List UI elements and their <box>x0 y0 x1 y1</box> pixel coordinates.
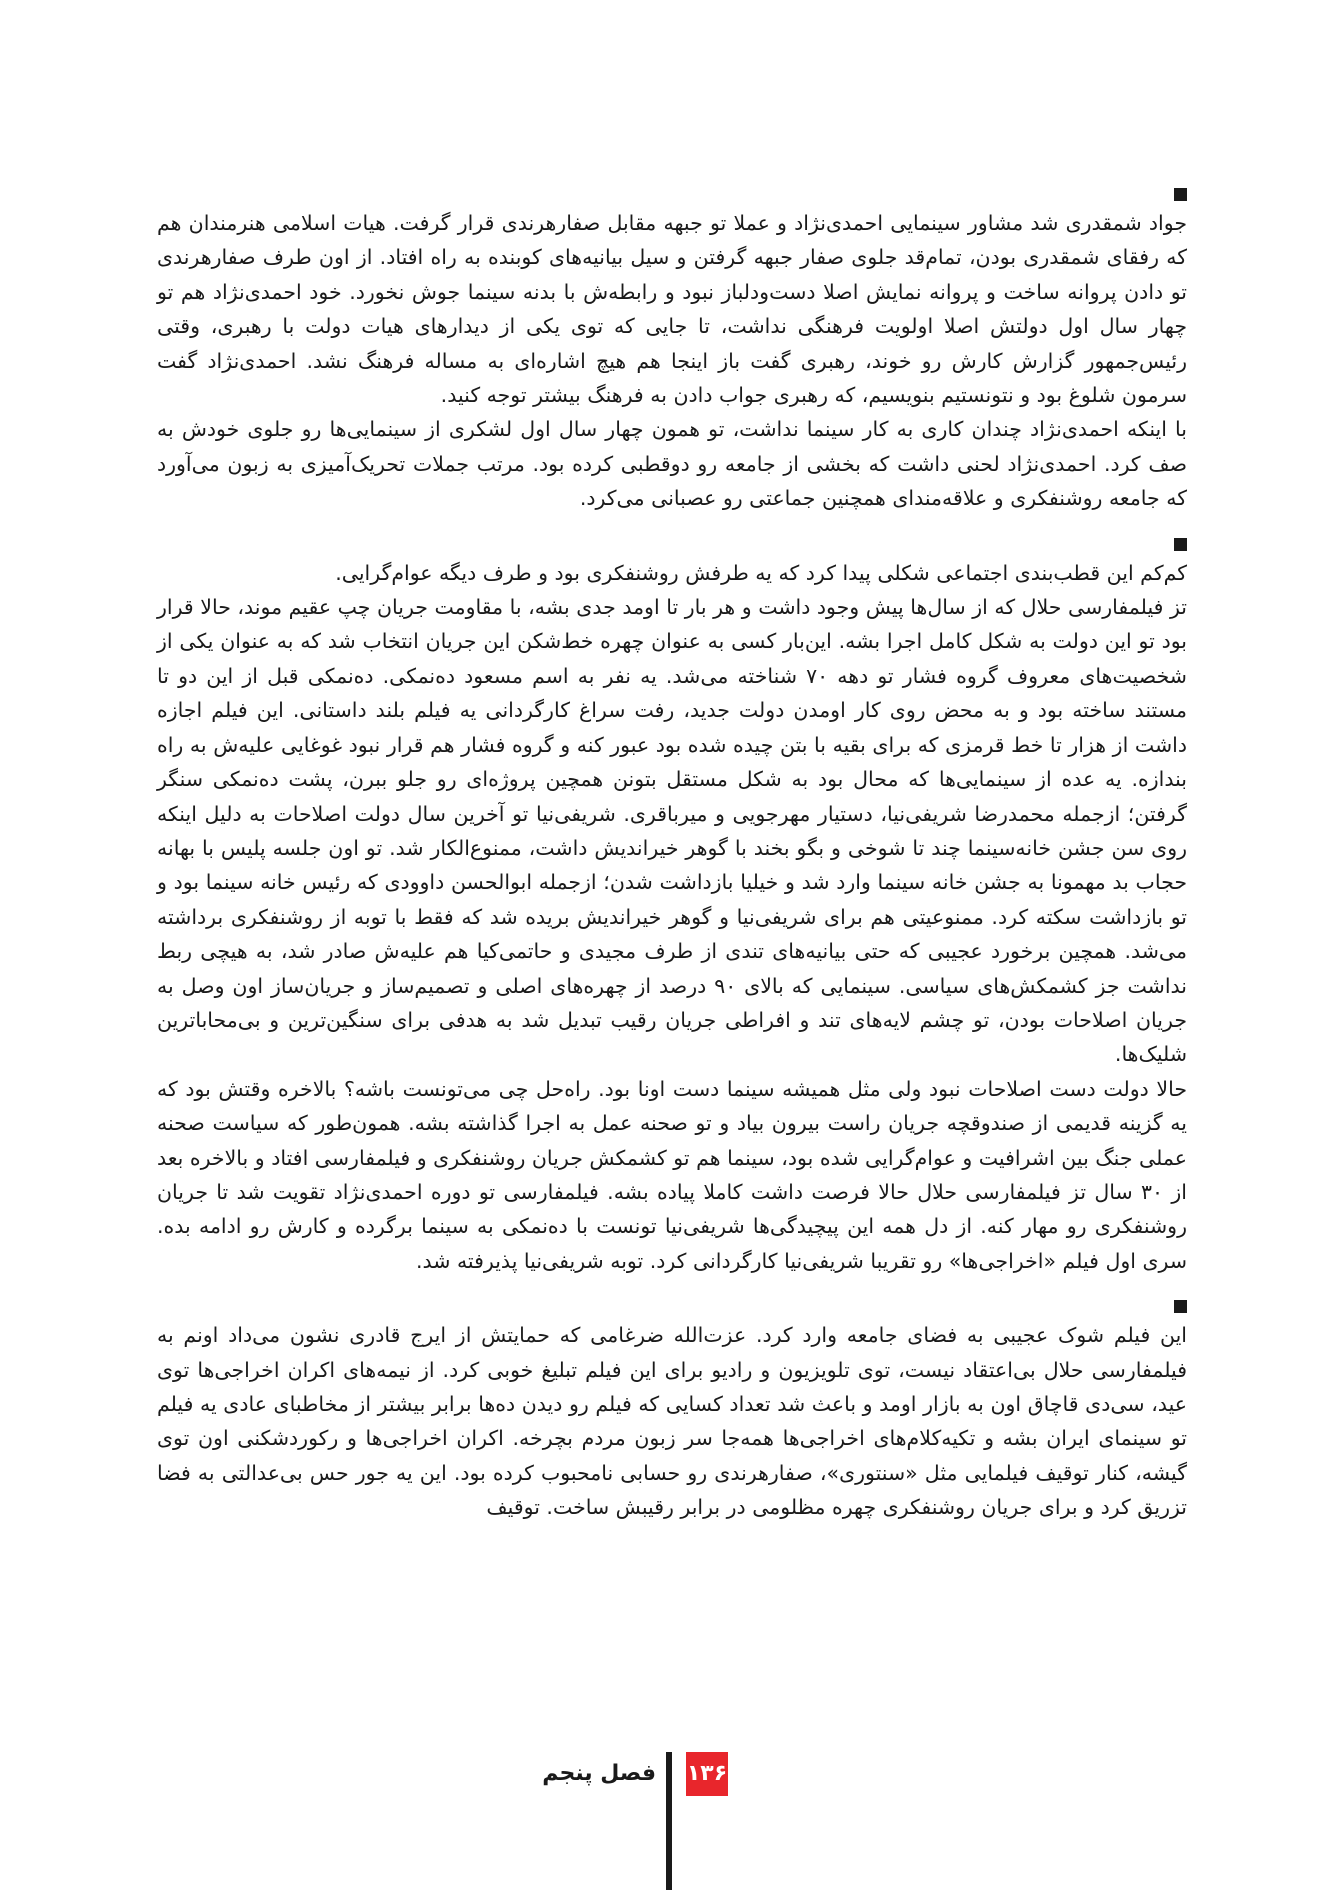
paragraph: حالا دولت دست اصلاحات نبود ولی مثل همیشه سینما دست اونا بود. راه‌حل چی می‌تونست باشه؟ بالاخره وقتش بود که یه گزینه قدیمی از صندوقچه جریان راست بیرون بیاد و تو صحنه عمل به اجرا گذاشته بشه. همون‌طور که سیاست صحنه عملی جنگ بین اشرافیت و عوام‌گرایی شده بود، سینما هم تو کشمکش جریان روشنفکری و فیلمفارسی افتاد و بالاخره بعد از ۳۰ سال تز فیلمفارسی حلال حالا فرصت داشت کاملا پیاده بشه. فیلمفارسی تو دوره احمدی‌نژاد تقویت شد تا جریان روشنفکری رو مهار کنه. از دل همه این پیچیدگی‌ها شریفی‌نیا تونست با ده‌نمکی به سینما برگرده و کارش رو ادامه بده. سری اول فیلم «اخراجی‌ها» رو تقریبا شریفی‌نیا کارگردانی کرد. توبه شریفی‌نیا پذیرفته شد. <box>157 1076 1187 1273</box>
chapter-title: فصل پنجم <box>542 1761 656 1786</box>
article-body <box>157 188 1187 1525</box>
paragraph: جواد شمقدری شد مشاور سینمایی احمدی‌نژاد و عملا تو جبهه مقابل صفارهرندی قرار گرفت. هیات اسلامی هنرمندان هم که رفقای شمقدری بودن، تمام‌قد جلوی صفار جبهه گرفتن و سیل بیانیه‌های کوبنده به راه افتاد. از اون طرف صفارهرندی تو دادن پروانه ساخت و پروانه نمایش اصلا دست‌ودلباز نبود و رابطه‌ش با بدنه سینما جوش نخورد. خود احمدی‌نژاد هم تو چهار سال اول دولتش اصلا اولویت فرهنگی نداشت، تا جایی که توی یکی از دیدارهای هیات دولت با رهبری، وقتی رئیس‌جمهور گزارش کارش رو خوند، رهبری گفت باز اینجا هم هیچ اشاره‌ای به مساله فرهنگ نشد. احمدی‌نژاد گفت سرمون شلوغ بود و نتونستیم بنویسیم، که رهبری جواب دادن به فرهنگ بیشتر توجه کنید. <box>157 211 1187 408</box>
paragraph: با اینکه احمدی‌نژاد چندان کاری به کار سینما نداشت، تو همون چهار سال اول لشکری از سینمایی‌ها رو جلوی خودش به صف کرد. احمدی‌نژاد لحنی داشت که بخشی از جامعه رو دوقطبی کرده بود. مرتب جملات تحریک‌آمیزی به زبون می‌آورد که جامعه روشنفکری و علاقه‌مندای همچنین جماعتی رو عصبانی می‌کرد. <box>157 417 1187 511</box>
section-marker-icon <box>1174 1300 1187 1313</box>
page-footer <box>0 1752 1339 1890</box>
section <box>157 538 1187 1279</box>
footer-divider <box>666 1752 672 1890</box>
paragraph: کم‌کم این قطب‌بندی اجتماعی شکلی پیدا کرد که یه طرفش روشنفکری بود و طرف دیگه عوام‌گرایی. <box>335 560 1187 585</box>
page-number: ۱۳۶ <box>686 1752 728 1796</box>
paragraph: این فیلم شوک عجیبی به فضای جامعه وارد کرد. عزت‌الله ضرغامی که حمایتش از ایرج قادری نشون می‌داد اونم به فیلمفارسی حلال بی‌اعتقاد نیست، توی تلویزیون و رادیو برای این فیلم تبلیغ خوبی کرد. از نیمه‌های اکران اخراجی‌ها توی عید، سی‌دی قاچاق اون به بازار اومد و باعث شد تعداد کسایی که فیلم رو دیدن ده‌ها برابر بیشتر از مخاطبای عادی یه فیلم تو سینمای ایران بشه و تکیه‌کلام‌های اخراجی‌ها همه‌جا سر زبون مردم بچرخه. اکران اخراجی‌ها و رکوردشکنی اون توی گیشه، کنار توقیف فیلمایی مثل «سنتوری»، صفارهرندی رو حسابی نامحبوب کرده بود. این یه جور حس بی‌عدالتی به فضا تزریق کرد و برای جریان روشنفکری چهره مظلومی در برابر رقیبش ساخت. توقیف <box>157 1323 1187 1520</box>
paragraph: تز فیلمفارسی حلال که از سال‌ها پیش وجود داشت و هر بار تا اومد جدی بشه، با مقاومت جریان چپ عقیم موند، حالا قرار بود تو این دولت به شکل کامل اجرا بشه. این‌بار کسی به عنوان چهره خط‌شکن این جریان انتخاب شد که به عنوان یکی از شخصیت‌های معروف گروه فشار تو دهه ۷۰ شناخته می‌شد. یه نفر به اسم مسعود ده‌نمکی. ده‌نمکی قبل از این دو تا مستند ساخته بود و به محض روی کار اومدن دولت جدید، رفت سراغ کارگردانی یه فیلم بلند داستانی. این فیلم اجازه داشت از هزار تا خط قرمزی که برای بقیه با بتن چیده شده بود عبور کنه و گروه فشار هم قرار نبود غوغایی علیه‌ش به راه بندازه. یه عده از سینمایی‌ها که محال بود به شکل مستقل بتونن همچین پروژه‌ای رو جلو ببرن، پشت ده‌نمکی سنگر گرفتن؛ ازجمله محمدرضا شریفی‌نیا، دستیار مهرجویی و میرباقری. شریفی‌نیا تو آخرین سال دولت اصلاحات به دلیل اینکه روی سن جشن خانه‌سینما چند تا شوخی و بگو بخند با گوهر خیراندیش داشت، ممنوع‌الکار شد. تو اون جلسه پلیس با بهانه حجاب بد مهمونا به جشن خانه سینما وارد شد و خیلیا بازداشت شدن؛ ازجمله ابوالحسن داوودی که رئیس خانه سینما بود و تو بازداشت سکته کرد. ممنوعیتی هم برای شریفی‌نیا و گوهر خیراندیش بریده شد که فقط با توبه از روشنفکری برداشته می‌شد. همچین برخورد عجیبی که حتی بیانیه‌های تندی از طرف مجیدی و حاتمی‌کیا هم علیه‌ش صادر شد، به هیچی ربط نداشت جز کشمکش‌های سیاسی. سینمایی که بالای ۹۰ درصد از چهره‌های اصلی و تصمیم‌ساز و جریان‌ساز اون وصل به جریان اصلاحات بودن، تو چشم لایه‌های تند و افراطی جریان رقیب تبدیل شد به هدفی برای سنگین‌ترین و بی‌محاباترین شلیک‌ها. <box>157 595 1187 1067</box>
section <box>157 188 1187 516</box>
section <box>157 1300 1187 1524</box>
section-marker-icon <box>1174 188 1187 201</box>
section-marker-icon <box>1174 538 1187 551</box>
